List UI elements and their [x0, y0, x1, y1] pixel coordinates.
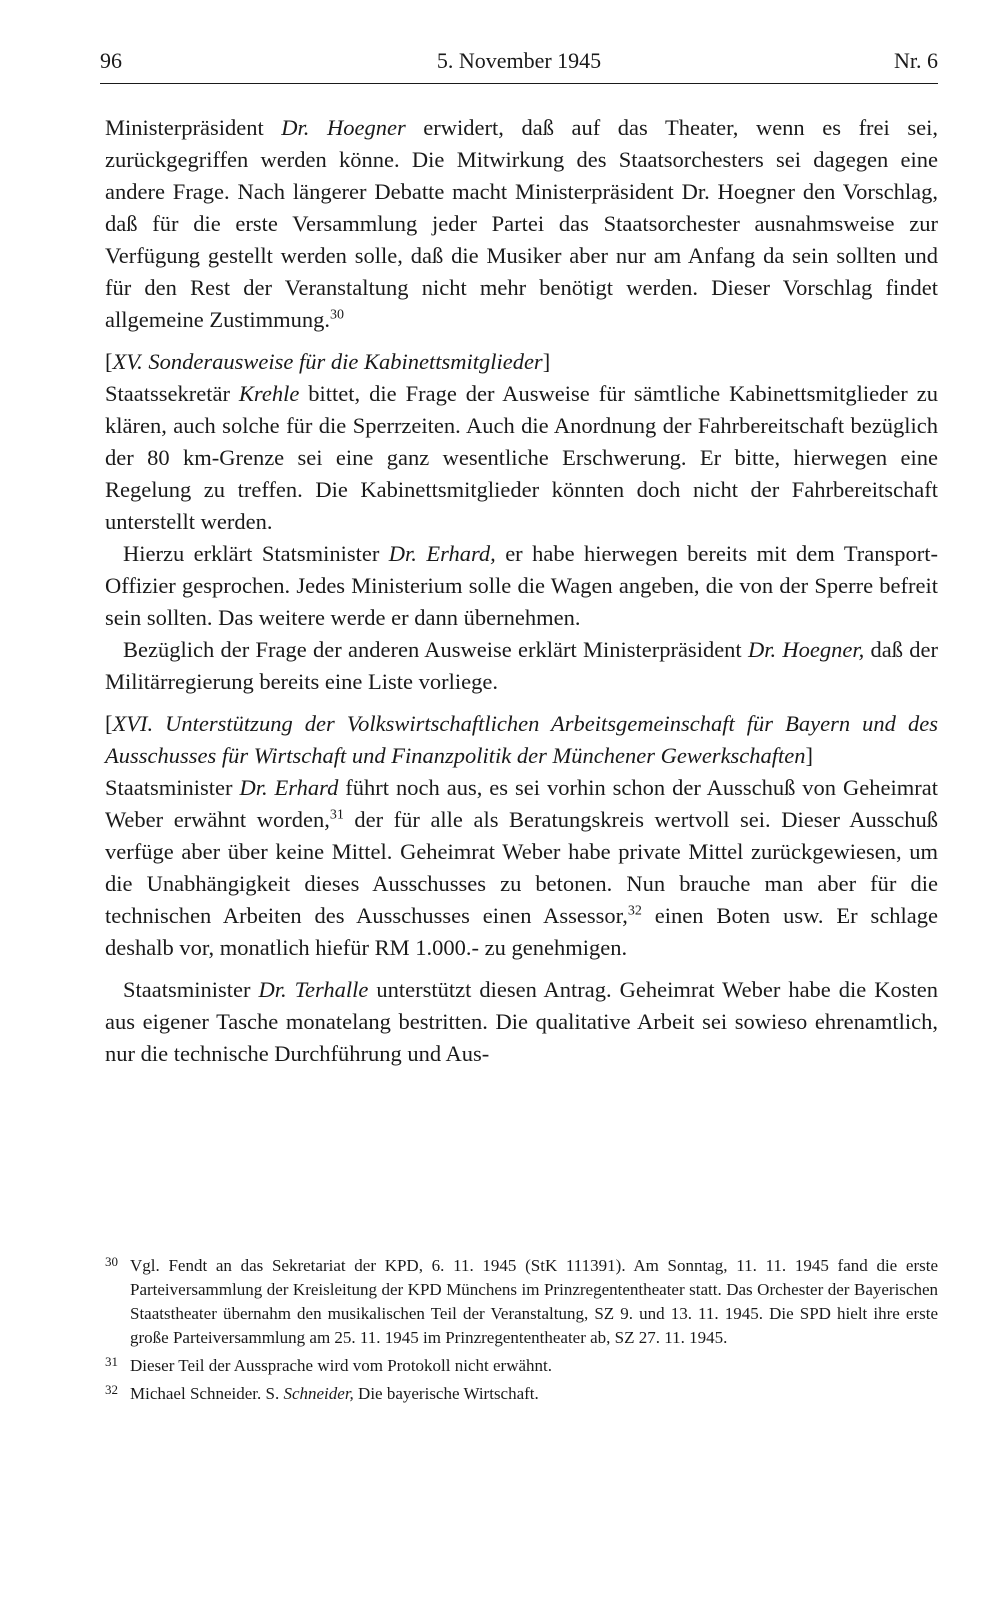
- footnote-mark: 30: [105, 1254, 118, 1269]
- page-number: 96: [100, 48, 122, 73]
- paragraph-erhard-ausschuss: [105, 772, 938, 964]
- header-rule: [100, 83, 938, 84]
- text-run: einen Boten usw. Er schlage deshalb vor, monatlich hiefür RM 1.000.- zu genehmigen.: [105, 903, 938, 960]
- text-run: daß der Militärregierung bereits eine Liste vorliege.: [105, 637, 938, 694]
- text-run: Hierzu erklärt Statsminister: [123, 541, 389, 566]
- footnote-30: [105, 1254, 938, 1350]
- text-run: Ministerpräsident: [105, 115, 282, 140]
- paragraph-krehle: [105, 378, 938, 538]
- footnote-ref-32[interactable]: 32: [627, 903, 642, 919]
- footnote-ref-30[interactable]: 30: [329, 307, 344, 323]
- section-title: XVI. Unterstützung der Volkswirtschaftlichen Arbeitsgemeinschaft für Bayern und des Ausschusses für Wirtschaft und Finanzpolitik der Münchener Gewerkschaften: [105, 711, 938, 768]
- footnote-text: Vgl. Fendt an das Sekretariat der KPD, 6. 11. 1945 (StK 111391). Am Sonntag, 11. 11. 1945 fand die erste Parteiversammlung der Kreisleitung der KPD Münchens im Prinzregententheater statt. Das Orchester der Bayerischen Staatstheater übernahm den musikalischen Teil der Veranstaltung, SZ 9. und 13. 11. 1945. Die SPD hielt ihre erste große Parteiversammlung am 25. 11. 1945 im Prinzregententheater ab, SZ 27. 11. 1945.: [130, 1256, 938, 1347]
- text-run: bittet, die Frage der Ausweise für sämtliche Kabinettsmitglieder zu klären, auch solche für die Sperrzeiten. Auch die Anordnung der Fahrbereitschaft bezüglich der 80 km-Grenze sei eine ganz wesentliche Erschwerung. Er bitte, hierwegen eine Regelung zu treffen. Die Kabinettsmitglieder könnten doch nicht der Fahrbereitschaft unterstellt werden.: [105, 381, 938, 534]
- person-name: Dr. Hoegner: [281, 115, 406, 140]
- issue-number: Nr. 6: [894, 48, 938, 73]
- person-name: Dr. Erhard: [239, 775, 339, 800]
- footnote-text: Michael Schneider. S.: [130, 1384, 284, 1403]
- footnote-text: Die bayerische Wirtschaft.: [353, 1384, 539, 1403]
- body-text: [105, 112, 938, 1070]
- bracket: [: [105, 711, 113, 736]
- section-heading-xvi: [105, 708, 938, 772]
- text-run: Bezüglich der Frage der anderen Ausweise erklärt Ministerpräsident: [123, 637, 748, 662]
- footnote-mark: 31: [105, 1354, 118, 1369]
- text-run: Staatsminister: [105, 775, 240, 800]
- text-run: erwidert, daß auf das Theater, wenn es frei sei, zurückgegriffen werden könne. Die Mitwirkung des Staatsorchesters sei dagegen eine andere Frage. Nach längerer Debatte macht Ministerpräsident Dr. Hoegner den Vorschlag, daß für die erste Versammlung jeder Partei das Staatsorchester ausnahmsweise zur Verfügung gestellt werden solle, daß die Musiker aber nur am Anfang da sein sollten und für den Rest der Veranstaltung nicht mehr benötigt werden. Dieser Vorschlag findet allgemeine Zustimmung.: [105, 115, 938, 332]
- text-run: der für alle als Beratungskreis wertvoll sei. Dieser Ausschuß verfüge aber über keine Mittel. Geheimrat Weber habe private Mittel zurückgewiesen, um die Unabhängigkeit dieses Ausschusses zu betonen. Nun brauche man aber für die technischen Arbeiten des Ausschusses einen Assessor,: [105, 807, 938, 928]
- paragraph-hoegner-theater: [105, 112, 938, 336]
- text-run: Staatssekretär: [105, 381, 239, 406]
- text-run: er habe hierwegen bereits mit dem Transport-Offizier gesprochen. Jedes Ministerium solle die Wagen angeben, die von der Sperre befreit sein sollten. Das weitere werde er dann übernehmen.: [105, 541, 939, 630]
- person-name: Dr. Erhard,: [388, 541, 496, 566]
- running-head: [100, 46, 938, 76]
- header-date: 5. November 1945: [436, 48, 602, 73]
- bracket: ]: [542, 349, 551, 374]
- person-name: Krehle: [238, 381, 300, 406]
- paragraph-erhard-transport: [105, 538, 938, 634]
- paragraph-ausweise: [105, 634, 938, 698]
- bracket: ]: [805, 743, 814, 768]
- person-name: Dr. Hoegner,: [747, 637, 865, 662]
- section-heading-xv: [105, 346, 938, 378]
- text-run: Staatsminister: [123, 977, 259, 1002]
- text-run: führt noch aus, es sei vorhin schon der Ausschuß von Geheimrat Weber erwähnt worden,: [105, 775, 938, 832]
- text-run: unterstützt diesen Antrag. Geheimrat Weber habe die Kosten aus eigener Tasche monatelang bestritten. Die qualitative Arbeit sei sowieso ehrenamtlich, nur die technische Durchführung und Aus-: [105, 977, 938, 1066]
- section-title: XV. Sonderausweise für die Kabinettsmitglieder: [112, 349, 543, 374]
- paragraph-terhalle: [105, 974, 938, 1070]
- footnotes: [105, 1254, 938, 1410]
- footnote-ref-31[interactable]: 31: [329, 807, 344, 823]
- footnote-32: [105, 1382, 938, 1406]
- bracket: [: [105, 349, 113, 374]
- footnote-mark: 32: [105, 1382, 118, 1397]
- footnote-31: [105, 1354, 938, 1378]
- person-name: Dr. Terhalle: [258, 977, 369, 1002]
- footnote-text: Dieser Teil der Aussprache wird vom Protokoll nicht erwähnt.: [130, 1356, 552, 1375]
- cited-author: Schneider,: [283, 1384, 354, 1403]
